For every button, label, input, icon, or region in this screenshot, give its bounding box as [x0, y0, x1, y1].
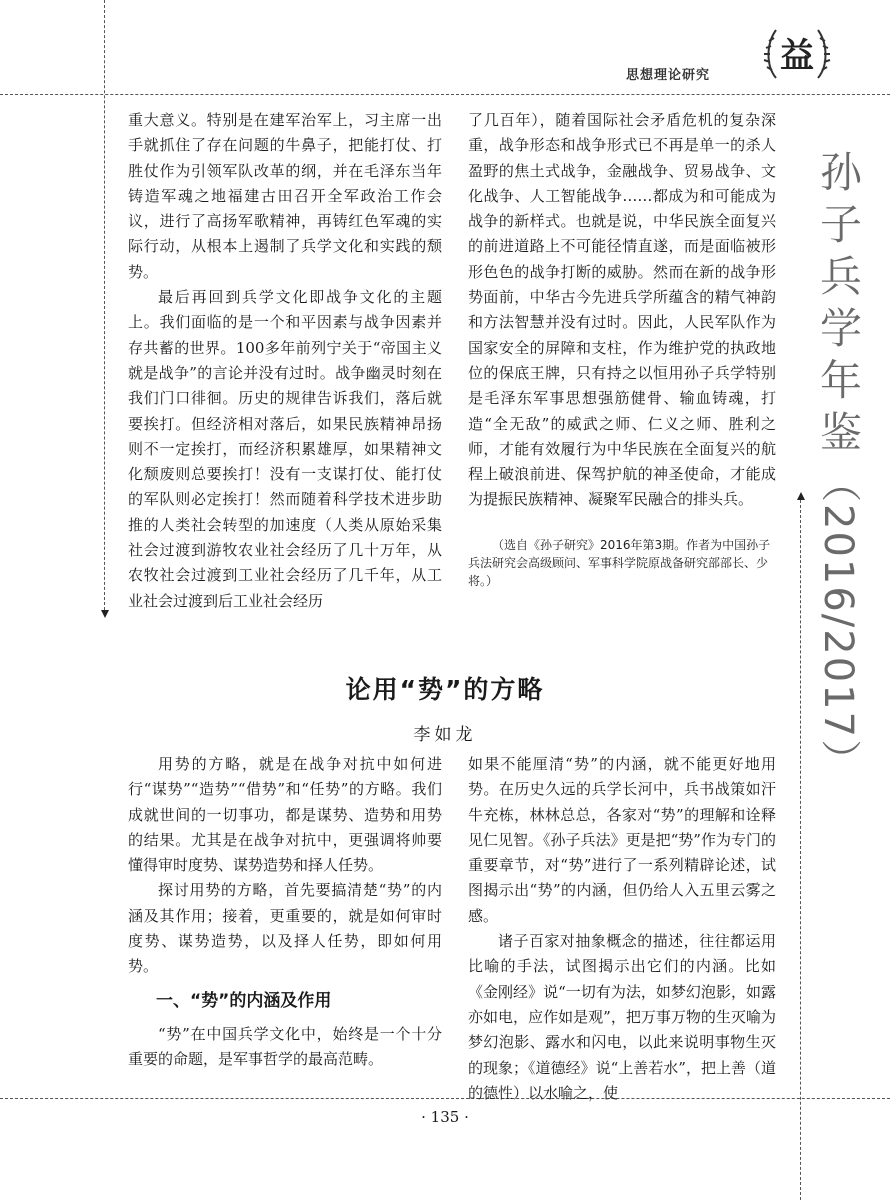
paragraph: 探讨用势的方略，首先要搞清楚“势”的内涵及其作用；接着，更重要的，就是如何审时度势、谋势造势，以及择人任势，即如何用势。 — [128, 881, 442, 976]
side-title-main: 孙子兵学年鉴 — [814, 150, 863, 462]
side-title-year: （2016/2017） — [815, 462, 861, 782]
section-subheading: 一、“势”的内涵及作用 — [156, 990, 332, 1011]
yearbook-side-title — [808, 150, 868, 782]
left-dashed-guide — [104, 0, 105, 610]
paragraph: “势”在中国兵学文化中，始终是一个十分重要的命题，是军事哲学的最高范畴。 — [128, 1024, 442, 1068]
source-note: （选自《孙子研究》2016年第3期。作者为中国孙子兵法研究会高级顾问、军事科学院原战备研究部部长、少将。） — [468, 538, 771, 588]
right-guide-arrow — [797, 492, 805, 500]
top-left-column — [128, 108, 442, 613]
right-dashed-guide — [800, 500, 801, 1200]
page-number: · 135 · — [421, 1108, 469, 1126]
article-title: 论用“势”的方略 — [345, 675, 545, 704]
left-guide-arrow — [101, 610, 109, 618]
logo-glyph: 益 — [780, 36, 814, 76]
paragraph: 重大意义。特别是在建军治军上，习主席一出手就抓住了存在问题的牛鼻子，把能打仗、打胜仗作为引领军队改革的纲，并在毛泽东当年铸造军魂之地福建古田召开全军政治工作会议，进行了高扬军歌精神，再铸红色军魂的实际行动，从根本上遏制了兵学文化和实践的颓势。 — [128, 111, 442, 281]
article-author: 李如龙 — [413, 725, 477, 745]
paragraph: 如果不能厘清“势”的内涵，就不能更好地用势。在历史久远的兵学长河中，兵书战策如汗牛充栋，林林总总，各家对“势”的理解和诠释见仁见智。《孙子兵法》更是把“势”作为专门的重要章节，对“势”进行了一系列精辟论述，试图揭示出“势”的内涵，但仍给人入五里云雾之感。 — [468, 755, 776, 925]
article-right-column — [468, 752, 776, 1102]
paragraph: 诸子百家对抽象概念的描述，往往都运用比喻的手法，试图揭示出它们的内涵。比如《金刚经》说“一切有为法，如梦幻泡影，如露亦如电，应作如是观”，把万事万物的生灭喻为梦幻泡影、露水和闪电，以此来说明事物生灭的现象；《道德经》说“上善若水”，把上善（道的德性）以水喻之，使 — [468, 932, 776, 1102]
paragraph: 最后再回到兵学文化即战争文化的主题上。我们面临的是一个和平因素与战争因素并存共蓄的世界。100多年前列宁关于“帝国主义就是战争”的言论并没有过时。战争幽灵时刻在我们门口徘徊。历史的规律告诉我们，落后就要挨打。但经济相对落后，如果民族精神昂扬则不一定挨打，而经济积累雄厚，如果精神文化颓废则总要挨打！没有一支谋打仗、能打仗的军队则必定挨打！然而随着科学技术进步助推的人类社会转型的加速度（人类从原始采集社会过渡到游牧农业社会经历了几十万年，从农牧社会过渡到工业社会经历了几千年，从工业社会过渡到后工业社会经历 — [128, 288, 442, 610]
paragraph: 用势的方略，就是在战争对抗中如何进行“谋势”“造势”“借势”和“任势”的方略。我们成就世间的一切事功，都是谋势、造势和用势的结果。尤其是在战争对抗中，更强调将帅要懂得审时度势、谋势造势和择人任势。 — [128, 755, 442, 875]
yearbook-logo-emblem — [762, 20, 832, 86]
top-right-column — [468, 108, 776, 528]
top-dashed-rule — [0, 94, 890, 95]
section-label: 思想理论研究 — [626, 68, 711, 83]
article-left-column — [128, 752, 442, 1092]
paragraph: 了几百年），随着国际社会矛盾危机的复杂深重，战争形态和战争形式已不再是单一的杀人盈野的焦土式战争，金融战争、贸易战争、文化战争、人工智能战争……都成为和可能成为战争的新样式。也就是说，中华民族全面复兴的前进道路上不可能径情直遂，而是面临被形形色色的战争打断的威胁。然而在新的战争形势面前，中华古今先进兵学所蕴含的精气神韵和方法智慧并没有过时。因此，人民军队作为国家安全的屏障和支柱，作为维护党的执政地位的保底王牌，只有持之以恒用孙子兵学特别是毛泽东军事思想强筋健骨、输血铸魂，打造“全无敌”的威武之师、仁义之师、胜利之师，才能有效履行为中华民族在全面复兴的航程上破浪前进、保驾护航的神圣使命，才能成为提振民族精神、凝聚军民融合的排头兵。 — [468, 111, 776, 509]
